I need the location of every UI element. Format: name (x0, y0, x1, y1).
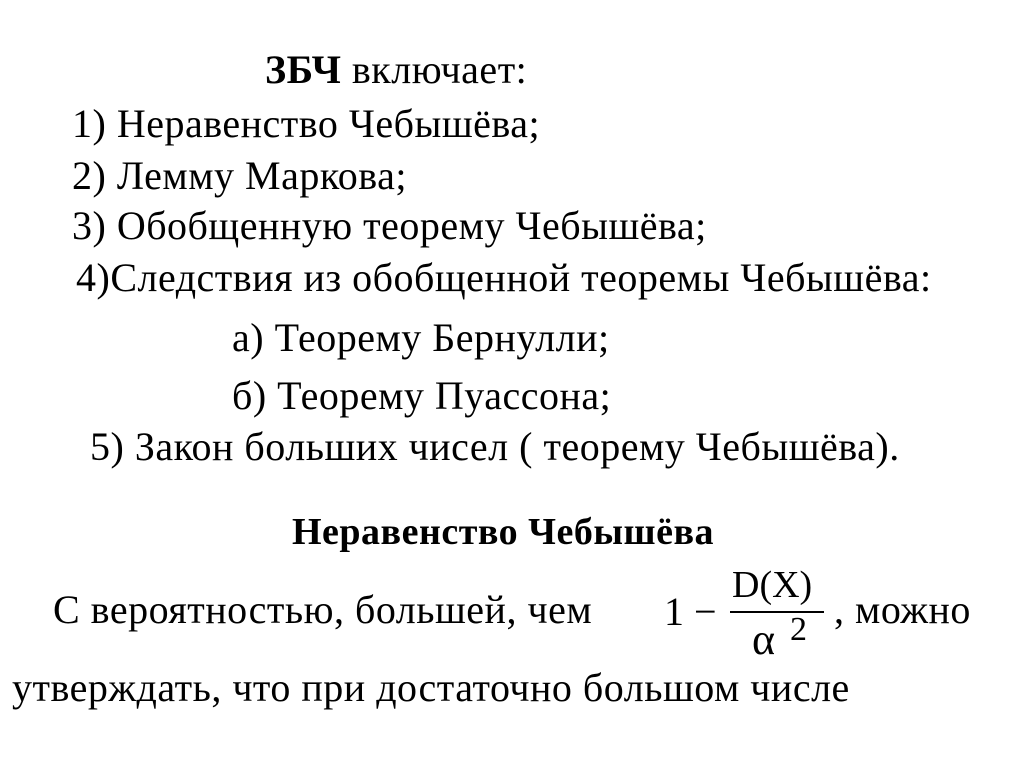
formula-denominator-exponent: 2 (790, 611, 807, 648)
list-item-5: 5) Закон больших чисел ( теорему Чебышёва). (90, 424, 900, 469)
sentence-line-1-end: , можно (834, 587, 971, 632)
formula-numerator: D(X) (732, 564, 813, 606)
title-abbreviation: ЗБЧ (265, 47, 342, 92)
slide-title (265, 46, 527, 94)
sentence-line-1: С вероятностью, большей, чем (53, 587, 593, 632)
list-item-1: 1) Неравенство Чебышёва; (72, 101, 541, 146)
formula-one: 1 (664, 589, 684, 634)
list-subitem-b: б) Теорему Пуассона; (232, 373, 612, 418)
formula-minus: − (694, 589, 717, 634)
list-item-3: 3) Обобщенную теорему Чебышёва; (72, 203, 707, 248)
fraction-bar (730, 611, 824, 613)
list-subitem-a: а) Теорему Бернулли; (232, 315, 610, 360)
list-item-2: 2) Лемму Маркова; (72, 153, 408, 198)
section-heading: Неравенство Чебышёва (292, 511, 715, 553)
formula-denominator-alpha: α (752, 615, 776, 664)
title-text: включает: (341, 47, 528, 92)
probability-formula (664, 562, 834, 662)
list-item-4: 4)Следствия из обобщенной теоремы Чебышёва: (76, 255, 932, 300)
sentence-line-2: утверждать, что при достаточно большом числе (12, 665, 850, 710)
